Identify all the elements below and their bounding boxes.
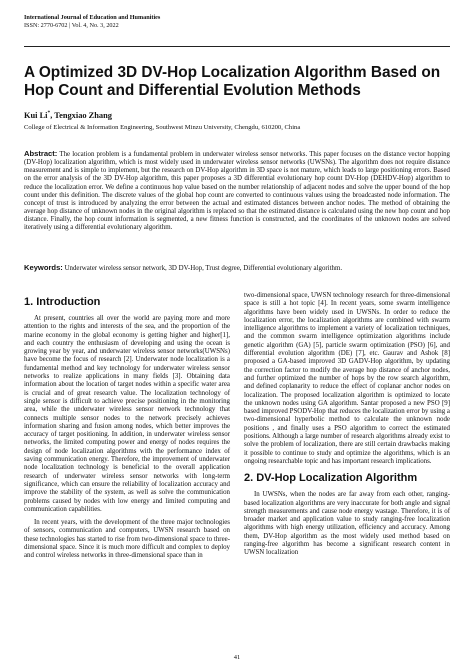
coauthor-names: , Tengxiao Zhang xyxy=(50,110,112,120)
paragraph: At present, countries all over the world are paying more and more attention to the rights and interests of the sea, and the proportion of the marine economy in the global economy is getting higher and higher[1], and each country the enthusiasm of developing and using the ocean is growing year by year, and underwater wireless sensor networks(UWSNs) have become the focus of research [2]. Underwater node localization is a fundamental method and key technology for underwater wireless sensor networks to realize applications in many fields [3]. Obtaining data information about the location of target nodes within a specific water area is crucial and of great research value. The localization technology of single sensor is difficult to achieve precise positioning in the monitoring area, while the underwater wireless sensor network technology that connects multiple sensor nodes to the network precisely achieves information sharing and fusion among nodes, which better improves the accuracy of target positioning. In addition, in underwater wireless sensor networks, the limited computing power and energy of nodes requires the design of node localization algorithms with the performance index of saving communication energy. Therefore, the improvement of underwater node localization technology is beneficial to the overall application research of underwater wireless sensor networks with long-term significance, which can ensure the reliability of localization accuracy and improve the stability of the system, as well as solve the communication problems caused by nodes with low energy and limited computing and communication capabilities. xyxy=(24,315,230,513)
paragraph: two-dimensional space, UWSN technology research for three-dimensional space is still a hot topic [4]. In recent years, some swarm intelligence algorithms have been widely used in UWSNs. In order to reduce the localization error, the localization algorithms are combined with swarm intelligence algorithms to implement a variety of localization techniques, and the common swarm intelligence optimization algorithms include genetic algorithm (GA) [5], particle swarm optimization (PSO) [6], and differential evolution algorithm (DE) [7], etc. Gaurav and Ashok [8] proposed a GA-based improved 3D GADV-Hop algorithm, by updating the correction factor to modify the average hop distance of anchor nodes, and further optimized the number of hops by the row search algorithm, and defined coplanarity to reduce the effect of coplanar anchor nodes on localization. The proposed localization algorithm is optimized to locate the unknown nodes using GA algorithm. Santar proposed a new PSO [9] based improved PSODV-Hop that reduces the localization error by using a two-dimensional hyperbolic method to calculate the unknown node positions , and finally uses a PSO algorithm to correct the estimated positions. Although a large number of research algorithms already exist to solve the problem of localization, there are still certain drawbacks making it possible to continue to study and optimize the algorithms, which is an ongoing researchable topic and has important research implications. xyxy=(244,292,450,465)
paragraph: In recent years, with the development of the three major technologies of sensors, communication and computers, UWSN research based on these technologies has started to rise from two-dimensional space to three-dimensional space. Since it is much more difficult and complex to deploy and control wireless networks in three-dimensional space than in xyxy=(24,519,230,560)
abstract-block xyxy=(24,150,450,233)
paper-title: A Optimized 3D DV-Hop Localization Algorithm Based on Hop Count and Differential Evolution Methods xyxy=(24,64,441,99)
left-column xyxy=(24,292,230,566)
keywords-text: Underwater wireless sensor network, 3D DV-Hop, Trust degree, Differential evolutionary algorithm. xyxy=(64,265,343,272)
issn-line: ISSN: 2770-6702 | Vol. 4, No. 3, 2022 xyxy=(24,22,119,29)
paragraph: In UWSNs, when the nodes are far away from each other, ranging-based localization algorithms are very inaccurate for both angle and signal strength measurements and cause node energy wastage. Therefore, it is of broader market and application value to study ranging-free localization algorithms with high energy utilization, efficiency and accuracy. Among them, DV-Hop algorithm as the most widely used method based on ranging-free algorithm has become a significant research content in UWSN localization xyxy=(244,491,450,557)
journal-name: International Journal of Education and Humanities xyxy=(24,14,161,21)
section-heading-dv-hop: 2. DV-Hop Localization Algorithm xyxy=(244,472,418,485)
journal-header xyxy=(24,14,450,30)
header-divider xyxy=(24,46,450,47)
right-column xyxy=(244,292,450,563)
abstract-text: The location problem is a fundamental problem in underwater wireless sensor networks. This paper focuses on the distance vector hopping (DV-Hop) localization algorithm, which is most widely used in underwater wireless sensor networks (UWSNs). The algorithm does not require distance measurement and is simple to implement, but the research on DV-Hop algorithm in 3D space is not mature, which leads to large positioning errors. Based on the error analysis of the 3D DV-Hop algorithm, this paper proposes a 3D differential evolutionary hop count DV-Hop (DEHDV-Hop) algorithm to reduce the localization error. We define a continuous hop value based on the number relationship of adjacent nodes and solve the upper bound of the hop count under this definition. The discrete values of the global hop count are converted to continuous values using the broadcasted node information. The concept of trust is introduced by analyzing the error between the actual and estimated distances between anchor nodes. The method of obtaining the average hop distance of unknown nodes in the original algorithm is replaced so that the estimated distance is calculated using the new hop count and hop distance. Finally, the hop count information is segmented, a new fitness function is constructed, and the coordinates of the unknown nodes are solved iteratively using a differential evolutionary algorithm. xyxy=(24,151,450,232)
author-line xyxy=(24,108,450,121)
author-name: Kui Li xyxy=(24,110,48,120)
keywords-block xyxy=(24,264,450,273)
keywords-label: Keywords: xyxy=(24,263,63,272)
abstract-label: Abstract: xyxy=(24,149,58,158)
corresponding-mark: * xyxy=(47,110,51,116)
page-number: 41 xyxy=(233,654,241,661)
affiliation: College of Electrical & Information Engineering, Southwest Minzu University, Chengdu, 610200, China xyxy=(24,124,301,131)
section-heading-introduction: 1. Introduction xyxy=(24,296,101,308)
